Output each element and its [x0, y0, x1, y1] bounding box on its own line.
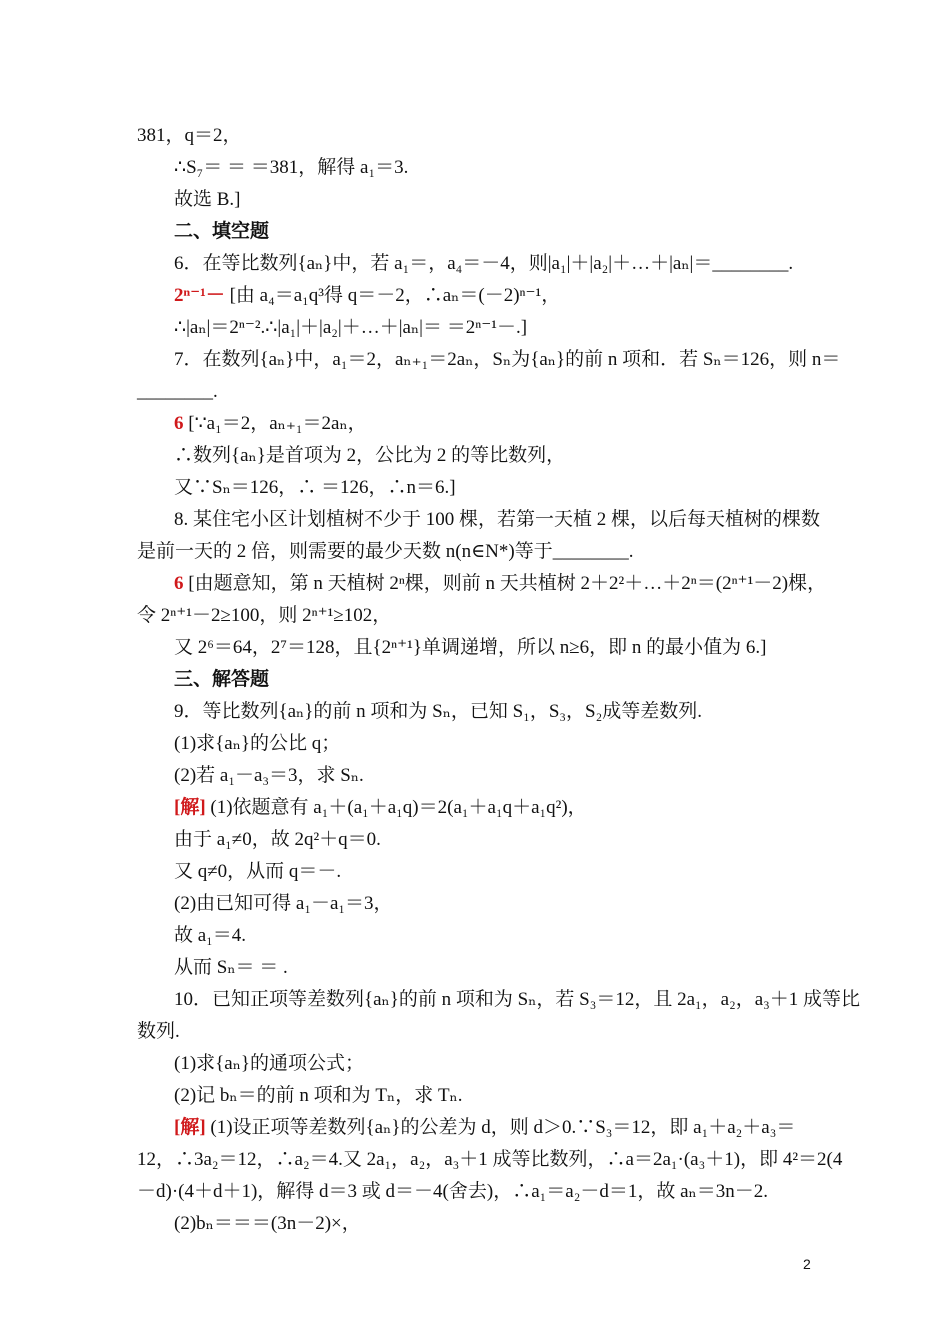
question-line: 6．在等比数列{aₙ}中，若 a₁＝，a₄＝－4，则|a₁|＋|a₂|＋…＋|aₙ|＝________.: [174, 253, 794, 274]
text-line: 从而 Sₙ＝ ＝ .: [174, 957, 288, 978]
text-line: ________.: [137, 381, 218, 402]
text-line: ∴S₇＝ ＝ ＝381，解得 a₁＝3.: [174, 157, 409, 178]
text-line: (1)求{aₙ}的通项公式；: [174, 1053, 365, 1074]
answer-key: 2ⁿ⁻¹－: [174, 285, 225, 306]
answer-line: 6 [由题意知，第 n 天植树 2ⁿ棵，则前 n 天共植树 2＋2²＋…＋2ⁿ＝(2ⁿ⁺¹－2)棵，: [174, 573, 827, 594]
text-line: (2)由已知可得 a₁－a₁＝3，: [174, 893, 393, 914]
solution-label: [解]: [174, 797, 206, 818]
text-line: 12，∴3a₂＝12，∴a₂＝4.又 2a₁，a₂，a₃＋1 成等比数列，∴a＝2a₁·(a₃＋1)，即 4²＝2(4: [137, 1149, 843, 1170]
text-line: 又 2⁶＝64，2⁷＝128，且{2ⁿ⁺¹}单调递增，所以 n≥6，即 n 的最小值为 6.]: [174, 637, 767, 658]
text-line: －d)·(4＋d＋1)，解得 d＝3 或 d＝－4(舍去)，∴a₁＝a₂－d＝1，故 aₙ＝3n－2.: [137, 1181, 768, 1202]
text-line: ∴|aₙ|＝2ⁿ⁻².∴|a₁|＋|a₂|＋…＋|aₙ|＝ ＝2ⁿ⁻¹－.]: [174, 317, 528, 338]
question-line: 9．等比数列{aₙ}的前 n 项和为 Sₙ，已知 S₁，S₃，S₂成等差数列.: [174, 701, 703, 722]
text-line: 数列.: [137, 1021, 180, 1042]
text-line: (2)若 a₁－a₃＝3，求 Sₙ.: [174, 765, 364, 786]
answer-line: 2ⁿ⁻¹－ [由 a₄＝a₁q³得 q＝－2，∴aₙ＝(－2)ⁿ⁻¹，: [174, 285, 561, 306]
answer-line: [解] (1)依题意有 a₁＋(a₁＋a₁q)＝2(a₁＋a₁q＋a₁q²)，: [174, 797, 587, 818]
text-line: (1)求{aₙ}的公比 q；: [174, 733, 341, 754]
question-line: 8. 某住宅小区计划植树不少于 100 棵，若第一天植 2 棵，以后每天植树的棵数: [174, 509, 821, 530]
text-line: 是前一天的 2 倍，则需要的最少天数 n(n∈N*)等于________.: [137, 541, 634, 562]
answer-key: 6: [174, 573, 184, 594]
text-line: ∴数列{aₙ}是首项为 2，公比为 2 的等比数列，: [174, 445, 566, 466]
text-line: 又 q≠0，从而 q＝－.: [174, 861, 342, 882]
page-number: 2: [803, 1256, 811, 1272]
section-heading: 二、填空题: [174, 221, 270, 242]
text-line: (2)bₙ＝＝＝(3n－2)×，: [174, 1213, 361, 1234]
text-line: 令 2ⁿ⁺¹－2≥100，则 2ⁿ⁺¹≥102，: [137, 605, 392, 626]
question-line: 7．在数列{aₙ}中，a₁＝2，aₙ₊₁＝2aₙ，Sₙ为{aₙ}的前 n 项和．若 Sₙ＝126，则 n＝: [174, 349, 841, 370]
text-line: 又∵Sₙ＝126，∴ ＝126，∴n＝6.]: [174, 477, 456, 498]
answer-line: [解] (1)设正项等差数列{aₙ}的公差为 d，则 d＞0.∵S₃＝12，即 a₁＋a₂＋a₃＝: [174, 1117, 796, 1138]
text-line: 由于 a₁≠0，故 2q²＋q＝0.: [174, 829, 381, 850]
question-line: 10．已知正项等差数列{aₙ}的前 n 项和为 Sₙ，若 S₃＝12，且 2a₁，a₂，a₃＋1 成等比: [174, 989, 861, 1010]
text-line: 故 a₁＝4.: [174, 925, 247, 946]
text-line: (2)记 bₙ＝的前 n 项和为 Tₙ，求 Tₙ.: [174, 1085, 463, 1106]
answer-line: 6 [∵a₁＝2，aₙ₊₁＝2aₙ，: [174, 413, 367, 434]
section-heading: 三、解答题: [174, 669, 270, 690]
answer-key: 6: [174, 413, 184, 434]
solution-label: [解]: [174, 1117, 206, 1138]
text-line: 381，q＝2，: [137, 125, 242, 146]
text-line: 故选 B.]: [174, 189, 241, 210]
